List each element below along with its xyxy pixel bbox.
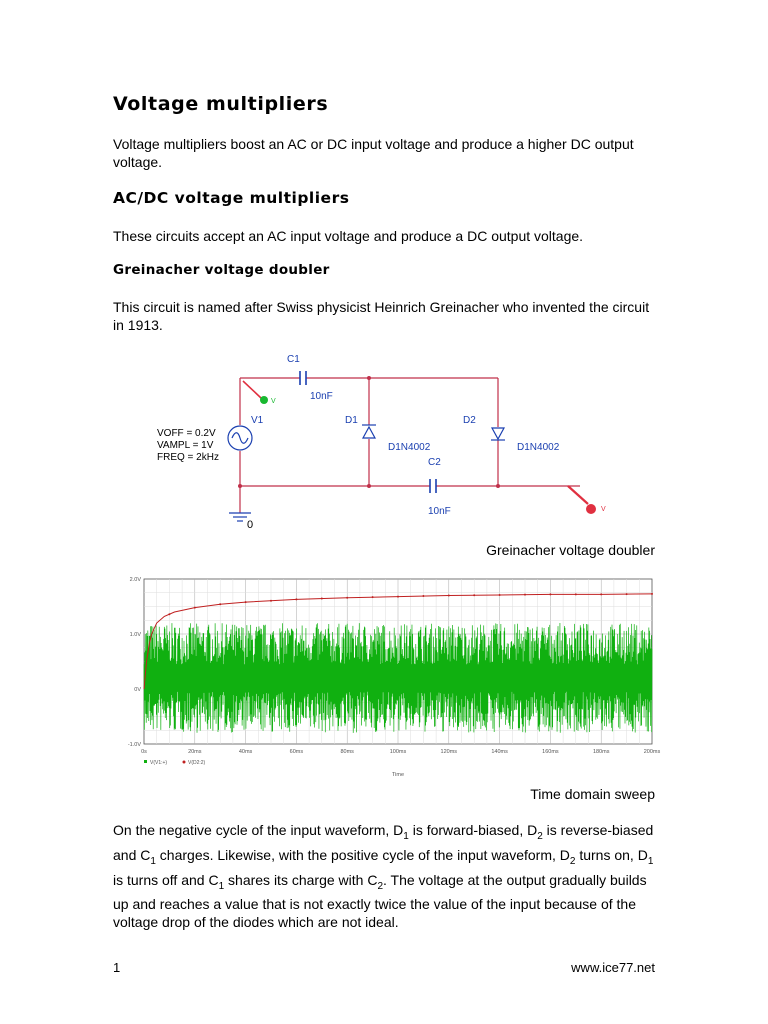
legend-marker-d2 (183, 761, 186, 764)
series-point-d2 (600, 593, 602, 595)
body-text: On the negative cycle of the input waveform, D (113, 822, 404, 838)
d2-model: D1N4002 (517, 442, 560, 453)
voltage-probe-output-icon (568, 486, 596, 514)
probe-label-output: V (601, 506, 606, 513)
source-vampl: VAMPL = 1V (157, 440, 214, 451)
series-point-d2 (372, 596, 374, 598)
series-point-d2 (346, 597, 348, 599)
section-heading: AC/DC voltage multipliers (113, 189, 350, 207)
d1-model: D1N4002 (388, 442, 431, 453)
diode-d2 (491, 428, 505, 440)
subscript: 1 (403, 830, 409, 842)
body-text: is reverse-biased and C (113, 822, 654, 863)
series-point-d2 (549, 593, 551, 595)
x-tick-label: 40ms (238, 749, 253, 755)
x-tick-label: 0s (141, 749, 147, 755)
series-point-d2 (295, 598, 297, 600)
x-tick-label: 120ms (440, 749, 458, 755)
series-point-d2 (524, 594, 526, 596)
subscript: 2 (569, 855, 576, 867)
legend-marker-v1 (144, 760, 147, 763)
source-freq: FREQ = 2kHz (157, 452, 219, 463)
series-point-d2 (270, 600, 272, 602)
time-domain-chart (118, 574, 661, 786)
series-point-d2 (448, 595, 450, 597)
capacitor-c2 (430, 479, 436, 493)
series-point-d2 (473, 594, 475, 596)
body-text: turns on, D (575, 846, 648, 863)
c1-label: C1 (287, 354, 300, 365)
subscript: 1 (150, 855, 156, 867)
d2-label: D2 (463, 415, 476, 426)
series-point-d2 (321, 598, 323, 600)
probe-label-input: V (271, 398, 276, 405)
y-tick-label: 1.0V (129, 632, 141, 638)
y-tick-label: 0V (134, 687, 141, 693)
series-point-d2 (219, 603, 221, 605)
x-tick-label: 180ms (592, 749, 610, 755)
voltage-probe-input-icon (243, 381, 268, 404)
y-tick-label: 2.0V (129, 577, 141, 583)
subscript: 1 (218, 880, 225, 892)
x-tick-label: 80ms (340, 749, 354, 755)
series-point-d2 (194, 607, 196, 609)
d1-label: D1 (345, 415, 358, 426)
x-tick-label: 60ms (289, 749, 304, 755)
source-voff: VOFF = 0.2V (157, 428, 216, 439)
chart-caption: Time domain sweep (530, 786, 655, 802)
subsection-heading: Greinacher voltage doubler (113, 262, 330, 278)
y-tick-label: -1.0V (127, 742, 141, 748)
intro-paragraph: Voltage multipliers boost an AC or DC input voltage and produce a higher DC output voltage. (113, 136, 634, 170)
subscript: 2 (537, 830, 543, 842)
diode-d1 (362, 425, 376, 438)
series-point-d2 (626, 593, 628, 595)
body-text: is forward-biased, D (408, 822, 538, 838)
subscript: 1 (647, 855, 654, 867)
section-paragraph: These circuits accept an AC input voltage and produce a DC output voltage. (113, 228, 584, 244)
subsection-paragraph: This circuit is named after Swiss physicist Heinrich Greinacher who invented the circuit in 1913. (113, 299, 650, 333)
x-tick-label: 200ms (643, 749, 661, 755)
body-text: is turns off and C (113, 871, 219, 888)
legend-label-v1: V(V1:+) (150, 760, 168, 766)
series-point-d2 (245, 601, 247, 603)
circuit-schematic (140, 345, 640, 535)
subscript: 2 (377, 880, 383, 892)
x-tick-label: 20ms (188, 749, 202, 755)
body-text: charges. Likewise, with the positive cycle of the input waveform, D (155, 846, 570, 863)
ground-node-label: 0 (247, 519, 254, 531)
c2-value: 10nF (428, 506, 451, 517)
series-point-d2 (575, 593, 577, 595)
series-point-d2 (397, 596, 399, 598)
sine-source-v1-icon (228, 426, 252, 450)
series-point-d2 (499, 594, 501, 596)
schematic-caption: Greinacher voltage doubler (486, 542, 655, 558)
v1-label: V1 (251, 415, 264, 426)
c1-value: 10nF (310, 391, 333, 402)
c2-label: C2 (428, 457, 441, 468)
series-point-d2 (422, 595, 424, 597)
x-tick-label: 140ms (491, 749, 508, 755)
page-title: Voltage multipliers (113, 93, 329, 115)
page-number: 1 (113, 960, 121, 975)
body-text: . The voltage at the output gradually builds up and reaches a value that is not exactly twice the value of the input because of the voltage drop of the diodes which are not ideal. (113, 871, 647, 931)
body-text: shares its charge with C (224, 871, 378, 888)
website-link[interactable]: www.ice77.net (571, 960, 655, 975)
series-point-d2 (168, 613, 170, 615)
capacitor-c1 (300, 371, 306, 385)
x-tick-label: 100ms (389, 749, 407, 755)
explanation-paragraph (113, 821, 661, 931)
x-axis-label: Time (391, 772, 405, 778)
x-tick-label: 160ms (542, 749, 559, 755)
series-point-d2 (651, 593, 653, 595)
legend-label-d2: V(D2:2) (188, 760, 206, 766)
